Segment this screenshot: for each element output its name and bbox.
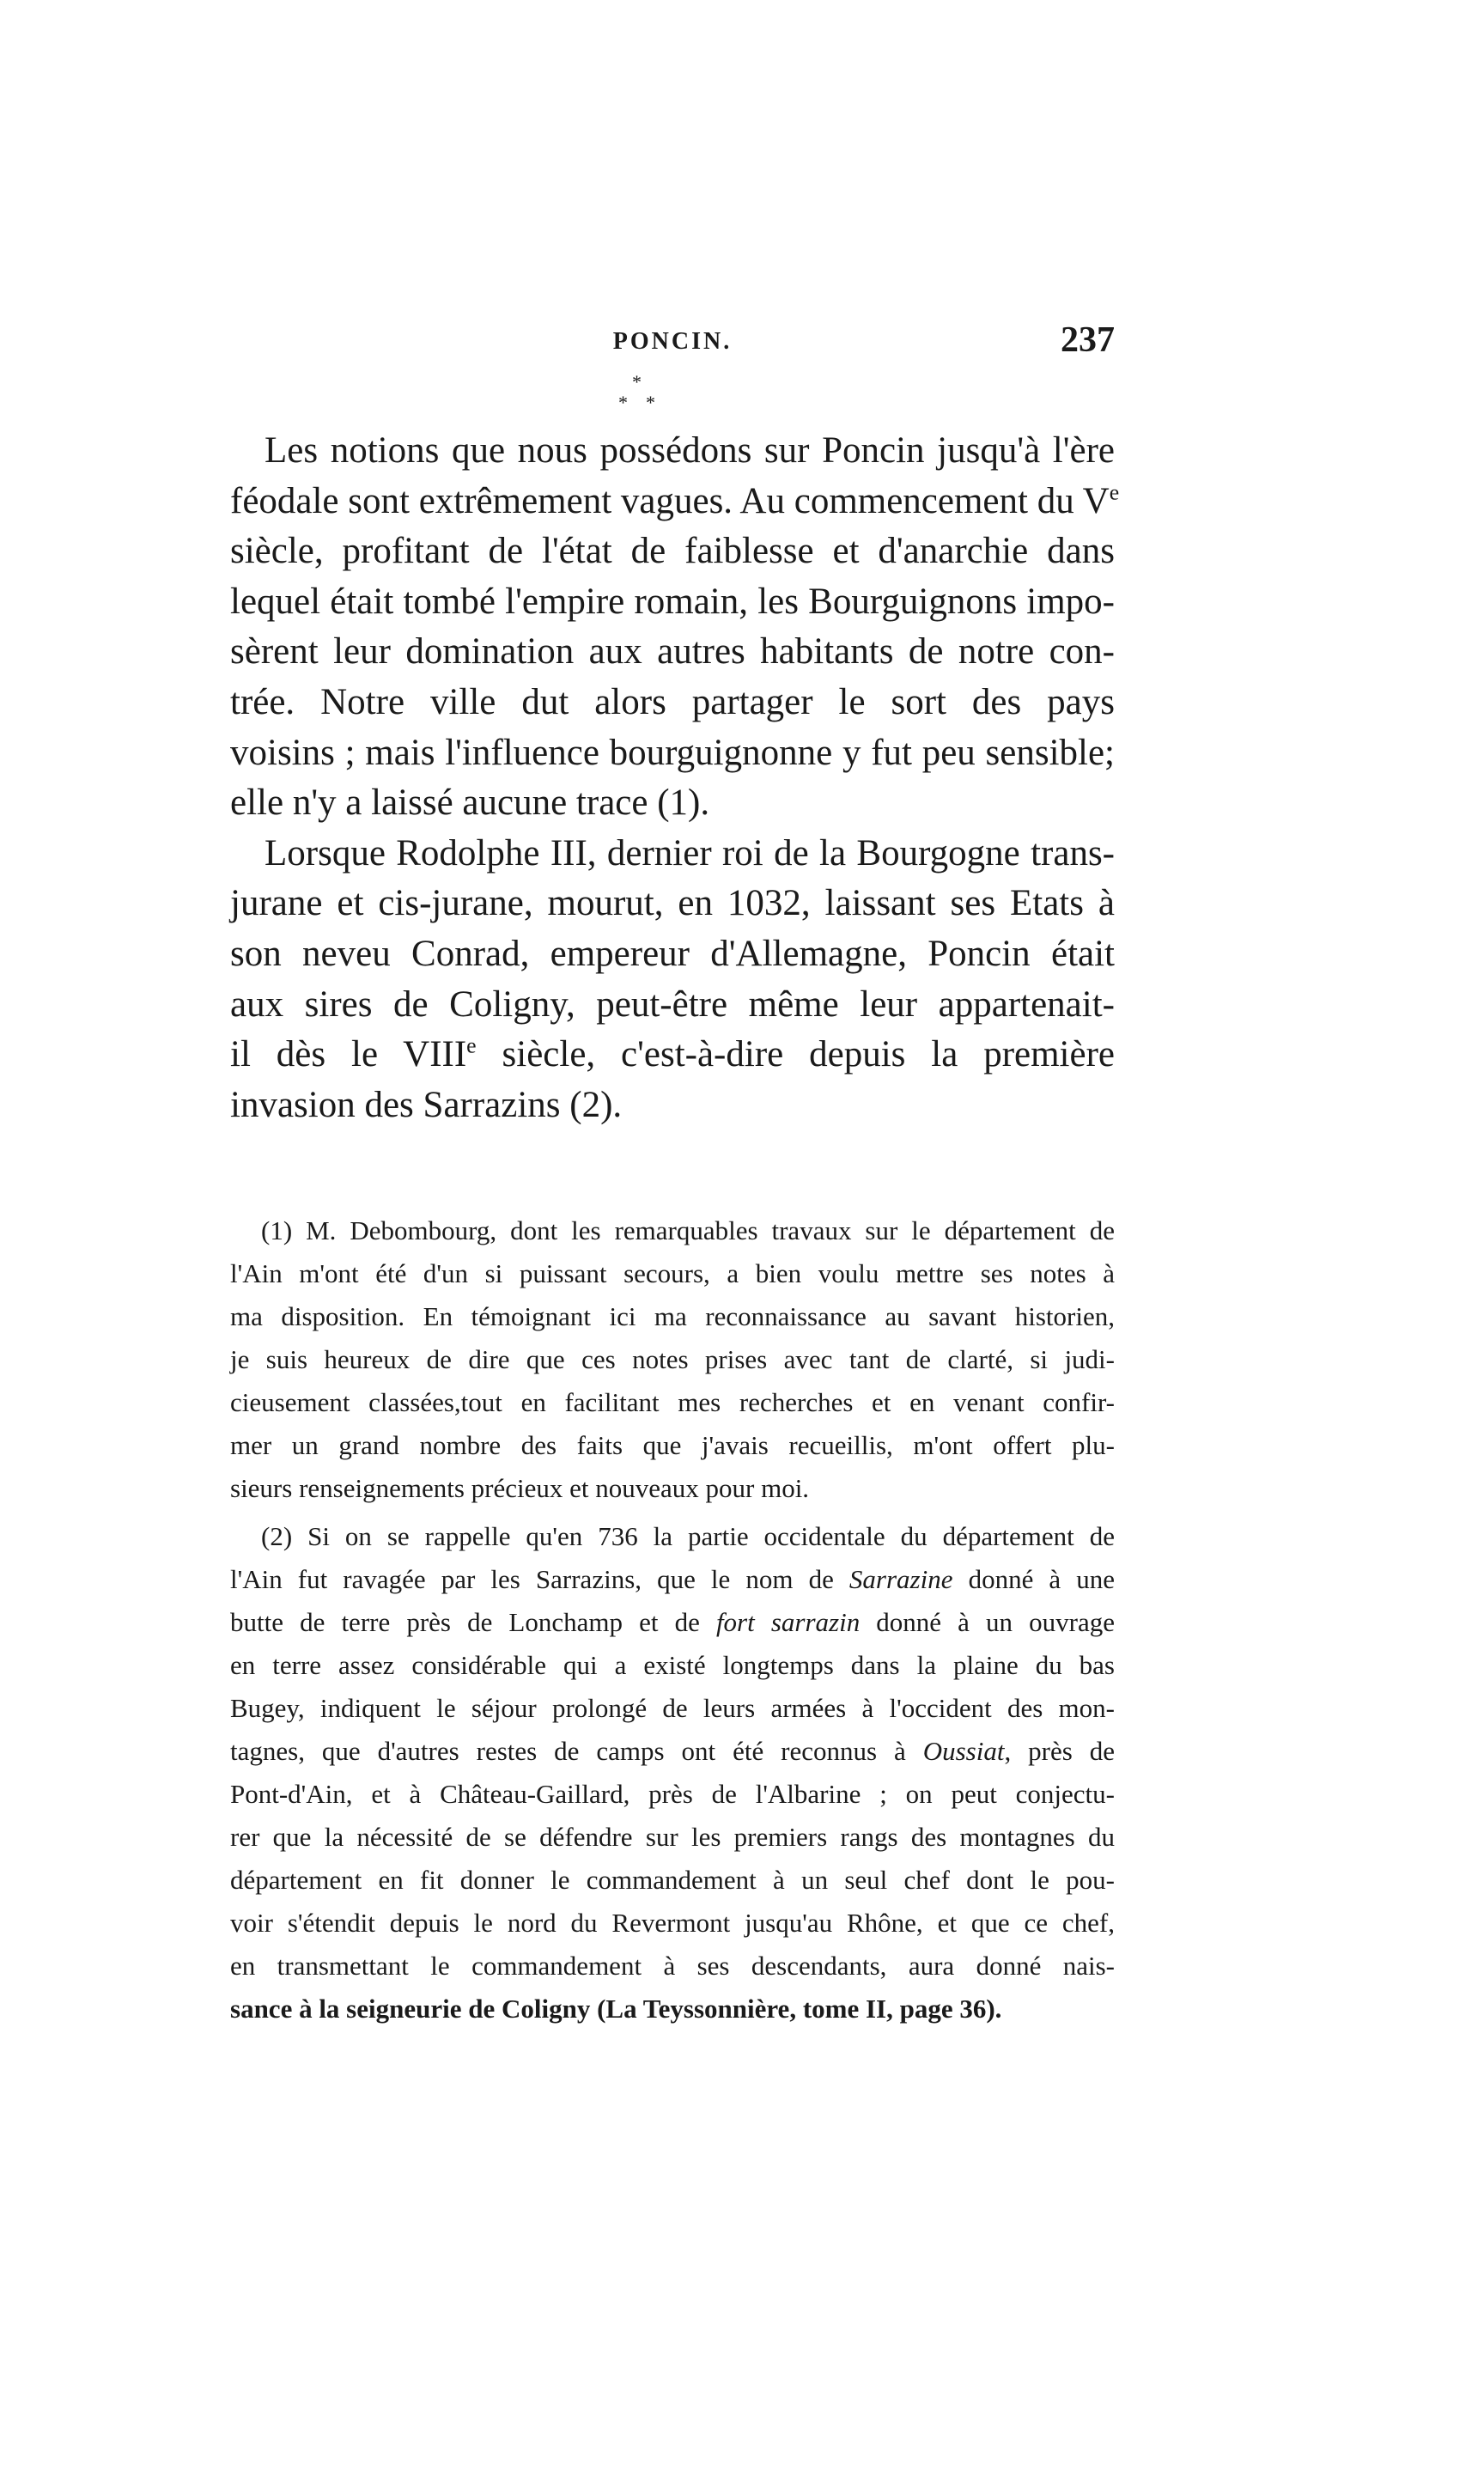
text-line: féodale sont extrêmement vagues. Au commencement du Ve <box>230 479 1120 521</box>
footnote-line: sieurs renseignements précieux et nouveaux pour moi. <box>230 1473 810 1503</box>
footnotes <box>230 1209 1115 2030</box>
text-line: Les notions que nous possédons sur Poncin jusqu'à l'ère <box>265 430 1115 471</box>
footnote-line: département en fit donner le commandement à un seul chef dont le pou- <box>230 1865 1115 1895</box>
text-line: voisins ; mais l'influence bourguignonne y fut peu sensible; <box>230 732 1115 773</box>
text-line: siècle, profitant de l'état de faiblesse et d'anarchie dans <box>230 531 1115 572</box>
asterism-ornament <box>599 371 685 421</box>
footnote-line: je suis heureux de dire que ces notes prises avec tant de clarté, si judi- <box>230 1344 1115 1374</box>
footnote-line: Bugey, indiquent le séjour prolongé de leurs armées à l'occident des mon- <box>230 1693 1115 1723</box>
text-line: il dès le VIIIe siècle, c'est-à-dire depuis la première <box>230 1032 1115 1075</box>
footnote-line: l'Ain fut ravagée par les Sarrazins, que le nom de Sarrazine donné à une <box>230 1564 1116 1594</box>
running-head <box>230 320 1115 371</box>
paragraph-2 <box>230 829 1115 1131</box>
footnote-2 <box>230 1515 1115 2030</box>
footnote-line: voir s'étendit depuis le nord du Revermont jusqu'au Rhône, et que ce chef, <box>230 1908 1115 1938</box>
footnote-line: (2) Si on se rappelle qu'en 736 la partie occidentale du département de <box>261 1521 1115 1551</box>
asterisk-left: * <box>618 392 628 413</box>
footnote-line: butte de terre près de Lonchamp et de fort sarrazin donné à un ouvrage <box>230 1607 1115 1637</box>
text-line: sèrent leur domination aux autres habitants de notre con- <box>230 631 1115 673</box>
text-line: son neveu Conrad, empereur d'Allemagne, Poncin était <box>230 933 1115 974</box>
footnote-line: Pont-d'Ain, et à Château-Gaillard, près de l'Albarine ; on peut conjectu- <box>230 1779 1115 1809</box>
asterisk-top: * <box>632 371 642 393</box>
text-line: trée. Notre ville dut alors partager le sort des pays <box>230 681 1115 722</box>
page-number: 237 <box>1061 320 1115 360</box>
superscript: e <box>466 1032 477 1058</box>
text-line: elle n'y a laissé aucune trace (1). <box>230 782 710 824</box>
text-line: jurane et cis-jurane, mourut, en 1032, laissant ses Etats à <box>230 883 1115 924</box>
footnote-line: mer un grand nombre des faits que j'avais recueillis, m'ont offert plu- <box>230 1430 1115 1460</box>
italic-term: Sarrazine <box>848 1564 953 1594</box>
italic-term: fort sarrazin <box>715 1607 861 1637</box>
footnote-line: sance à la seigneurie de Coligny (La Teyssonnière, tome II, page 36). <box>230 1994 1002 2024</box>
footnote-line: tagnes, que d'autres restes de camps ont été reconnus à Oussiat, près de <box>230 1736 1115 1766</box>
footnote-line: cieusement classées,tout en facilitant mes recherches et en venant confir- <box>230 1387 1115 1417</box>
body-text <box>230 426 1120 1130</box>
footnote-1 <box>230 1209 1115 1510</box>
footnote-line: ma disposition. En témoignant ici ma reconnaissance au savant historien, <box>230 1301 1115 1331</box>
text-line: lequel était tombé l'empire romain, les Bourguignons impo- <box>230 581 1115 622</box>
text-line: Lorsque Rodolphe III, dernier roi de la Bourgogne trans- <box>265 832 1115 874</box>
asterisk-right: * <box>646 392 655 413</box>
text-line: invasion des Sarrazins (2). <box>230 1084 623 1125</box>
text-line: aux sires de Coligny, peut-être même leur appartenait- <box>230 983 1115 1025</box>
footnote-line: en terre assez considérable qui a existé longtemps dans la plaine du bas <box>230 1650 1115 1680</box>
footnote-line: en transmettant le commandement à ses descendants, aura donné nais- <box>230 1951 1115 1981</box>
footnote-line: rer que la nécessité de se défendre sur les premiers rangs des montagnes du <box>230 1822 1115 1852</box>
running-title: PONCIN. <box>612 328 733 355</box>
superscript: e <box>1109 479 1120 505</box>
paragraph-1 <box>230 426 1120 829</box>
italic-term: Oussiat <box>922 1736 1005 1766</box>
footnote-line: (1) M. Debombourg, dont les remarquables travaux sur le département de <box>261 1215 1115 1245</box>
footnote-line: l'Ain m'ont été d'un si puissant secours, a bien voulu mettre ses notes à <box>230 1258 1115 1288</box>
